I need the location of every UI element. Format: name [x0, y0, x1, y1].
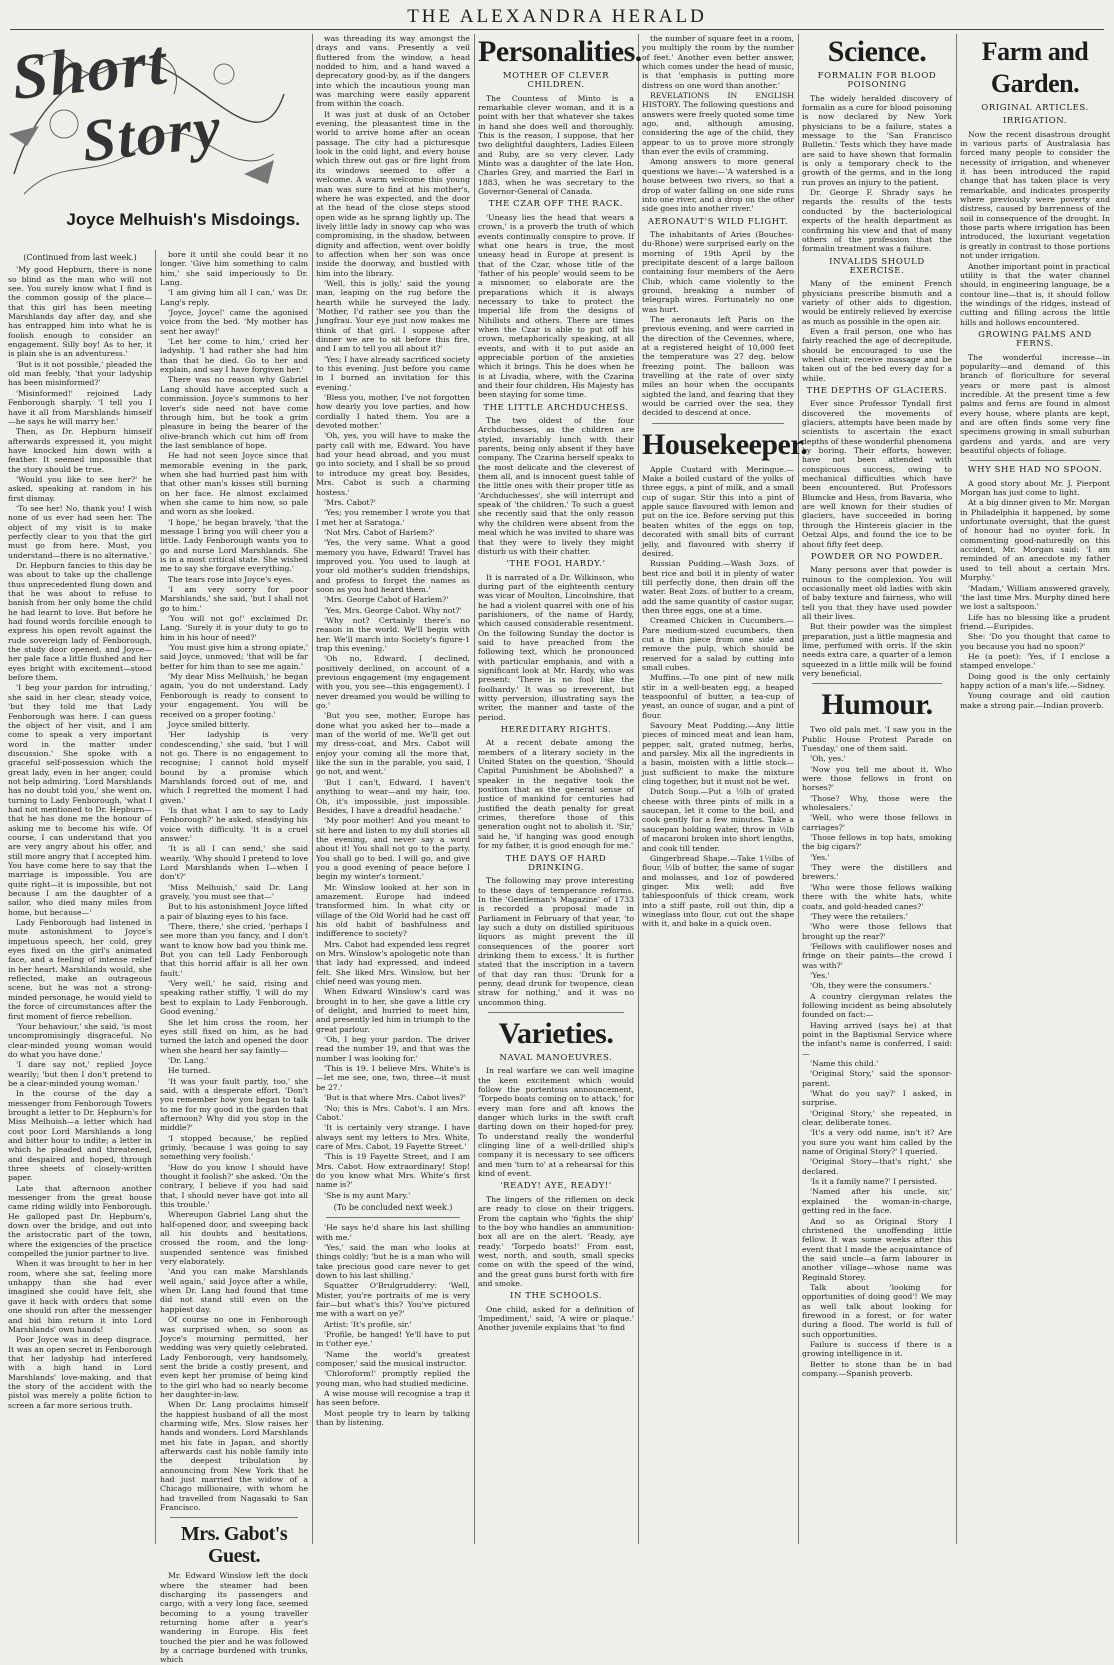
paragraph: 'To see her! No, thank you! I wish none of us ever had seen her. The object of my visit is to make perfectly clear to you that the girl must go from here. Must, you understand—there is no alternative.' — [8, 503, 152, 560]
story-title: Joyce Melhuish's Misdoings. — [66, 210, 300, 229]
article-body — [478, 1195, 634, 1288]
paragraph: 'But is it not possible,' pleaded the old man feebly, 'that your ladyship has been misinformed?' — [8, 359, 152, 388]
paragraph: 'Oh, I beg your pardon. The driver read the number 19, and that was the number I was looking for.' — [316, 1035, 470, 1063]
story-paragraphs — [8, 265, 152, 1410]
paragraph: 'But you see, mother, Europe has done what you asked her to—made a man of the world of me. We'll get out my dress-coat, and Mrs. Cabot will enjoy your coming all the more that, like the sun in the parable, you said, I go not, and went.' — [316, 711, 470, 777]
paragraph: 'Misinformed!' rejoined Lady Fenborough sharply. 'I tell you I have it all from Marshlands himself—he says he will marry her.' — [8, 388, 152, 426]
paragraph: It is narrated of a Dr. Wilkinson, who during part of the eighteenth century was vicar of Moulton, Lincolnshire, that he had a violent quarrel with one of his parishioners, of the name of Hardy, which caused considerable resentment. On the following Sunday the doctor is said to have preached from the following text, which he pronounced with particular emphasis, and with a significant look at Mr. Hardy, who was present: 'There is no fool like the foolhardy.' It was so irreverent, but witty perversion, illustrating says the writer, the manner and taste of the period. — [478, 572, 634, 722]
paragraph: 'But is that where Mrs. Cabot lives?' — [324, 1093, 466, 1103]
paragraph: A wise mouse will recognise a trap it has seen before. — [316, 1389, 470, 1408]
paragraph: 'I am very sorry for poor Marshlands,' she said, 'but I shall not go to him.' — [160, 585, 308, 613]
paragraph: 'Fellows with cauliflower noses and fringe on their paints—the crowd I was with?' — [802, 941, 952, 970]
paragraph: He had not seen Joyce since that memorable evening in the park, when she had hurried past him with that other man's kisses still burning on her face. He almost exclaimed when she came to him now, so pale and worn as she looked. — [160, 451, 308, 517]
paragraph: Lady Fenborough had listened in mute astonishment to Joyce's impetuous speech, her cold, grey eyes fixed on the girl's animated face, and a feeling of intense relief in her heart. Marshlands would, she reflected, make an outrageous scene, but he was not a strong-minded personage, he would yield to the force of circumstances after the first moment of fierce rebellion. — [8, 918, 152, 1021]
article-title: 'THE FOOL HARDY.' — [506, 559, 606, 570]
article-title: HEREDITARY RIGHTS. — [500, 725, 612, 736]
paragraph: 'Name this child.' — [810, 1059, 879, 1068]
article-title: MOTHER OF CLEVER CHILDREN. — [502, 71, 610, 91]
section-heading: Humour. — [821, 688, 933, 722]
to-be-continued: (To be concluded next week.) — [333, 1202, 453, 1212]
paragraph: 'Oh no, Edward. I declined, positively declined, on account of a previous engagement (my engagement with you, you see—this engagement). I never dreamed you would be willing to go.' — [316, 654, 470, 711]
paragraph: Having arrived (says he) at that point in the Baptismal Service where the infant's name is conferred, I said:— — [802, 1020, 952, 1058]
paragraph: A good story about Mr. J. Pierpont Morgan has just come to light. — [960, 478, 1110, 498]
paragraph: The inhabitants of Aries (Bouches-du-Rhone) were surprised early on the morning of 19th April by the precipitate descent of a large balloon containing four members of the Aero Club, which came violently to the ground, breaking a number of telegraph wires. Fortunately no one was hurt. — [642, 229, 794, 314]
paragraph: The widely heralded discovery of formalin as a cure for blood poisoning is now declared by New York physicians to be a failure, states a message to the 'San Francisco Bulletin.' Tests which they have made are said to have shown that formalin is only a temporary check to the growth of the germs, and in the long run proves an injury to the patient. — [802, 93, 952, 187]
article-body — [802, 94, 952, 254]
article-title: WHY SHE HAD NO SPOON. — [967, 465, 1103, 476]
paragraph: 'Not Mrs. Cabot of Harlem?' — [324, 527, 435, 537]
paragraph: He (a poet): 'Yes, if I enclose a stamped envelope.' — [960, 651, 1110, 671]
paragraph: Artist: 'It's profile, sir.' — [324, 1319, 412, 1329]
paragraph: bore it until she could bear it no longer. 'Give him something to calm him,' she said imperiously to Dr. Lang. — [160, 250, 308, 288]
column-4 — [474, 34, 642, 1544]
paragraph: Mr. Edward Winslow left the dock where the steamer had been discharging its passengers and cargo, with a very long face, seemed becoming to a young traveller returning home after a year's wandering in Europe. His feet touched the pier and he was followed by a carriage burdened with trunks, which — [160, 1571, 308, 1665]
paragraph: 'Oh, yes, you will have to make the party call with me, Edward. You have had your head abroad, and you must go into society, and I shall be so proud to introduce my great boy. Besides, Mrs. Cabot is such a charming hostess.' — [316, 431, 470, 497]
paragraph: 'And you can make Marshlands well again,' said Joyce after a while, when Dr. Lang had found that time did not stand still even on the happiest day. — [160, 1267, 308, 1314]
paragraph: Most people try to learn by talking than by listening. — [316, 1408, 470, 1428]
section-heading: Varieties. — [498, 1017, 614, 1050]
section-heading: Personalities. — [478, 35, 642, 68]
paragraph: One child, asked for a definition of 'Impediment,' said, 'A wire or plaque.' Another juvenile explains that 'to find — [478, 1304, 634, 1333]
story-paragraphs — [160, 250, 308, 1512]
paragraph: 'Mrs. Cabot?' — [324, 497, 376, 507]
paragraph: was threading its way amongst the drays and vans. Presently a veil fluttered from the window, a head nodded to him, and a hand waved a deprecatory good-by, as if the dangers into which the incautious young man was marching were easily apparent from within the coach. — [316, 34, 470, 109]
article-title: NAVAL MANOEUVRES. — [499, 1053, 613, 1063]
paragraph: 'Who were those fellows that brought up the rear?' — [802, 922, 952, 941]
paragraph: 'Yes.' — [810, 852, 830, 862]
article-body — [478, 416, 634, 556]
paragraph: 'I dare say not,' replied Joyce wearily; 'but then I don't pretend to be a clear-minded young woman.' — [8, 1060, 152, 1088]
article-title: FORMALIN FOR BLOOD POISONING — [817, 71, 937, 91]
paragraph: 'My dear Miss Melhuish,' he began again, 'you do not understand. Lady Fenborough is ready to consent to your engagement. You will be received on a proper footing.' — [160, 672, 308, 719]
paragraph: Then, as Dr. Hepburn himself afterwards expressed it, you might have knocked him down with a feather. It seemed impossible that the story should be true. — [8, 427, 152, 474]
masthead-rule — [10, 29, 1104, 30]
paragraph: Talk about 'looking for opportunities of doing good'! We may as well talk about looking for firewood in a forest, or for water during a flood. The world is full of such opportunities. — [802, 1282, 952, 1339]
article-body — [478, 94, 634, 197]
paragraph: Many of the eminent French physicians prescribe bismuth and a variety of other aids to digestion, would be entirely relieved by exercise as much as possible in the open air. — [802, 279, 952, 326]
paragraph: 'Madam,' William answered gravely, 'the last time Mrs. Murphy dined here we lost a saltspoon.' — [960, 583, 1110, 612]
paragraph: 'Is it a family name?' I persisted. — [810, 1177, 938, 1187]
paragraph: Russian Pudding.—Wash 3ozs. of best rice and boil it in plenty of water till perfectly done, then drain off the water. Beat 2ozs. of butter to a cream, add the same quantity of castor sugar, then three eggs, one at a time. — [642, 559, 794, 615]
paragraph: Gingerbread Shape.—Take 1½lbs of flour, ½lb of butter, the same of sugar and molasses, and 1oz of powdered ginger. Mix well; add five tablespoonfuls of thick cream, work into a stiff paste, roll out thin, dip a wineglass into flour, cut out the shape with it, and bake in a quick oven. — [642, 853, 794, 929]
paragraph: It was just at dusk of an October evening, the pleasantest time in the world to arrive home after an ocean passage. The city had a picturesque look in the cold light, and every house which threw out gas or fire light from its windows seemed to offer a welcome. A warm welcome this young man was sure to find at his mother's, where he was expected, and the door at the head of the close steps stood open wide as he sprang lightly up. The lively little lady in snowy cap who was compromising, in the shadow, between dignity and affection, went over boldly to affection when her son was once inside the doorway, and bustled with him into the library. — [316, 109, 470, 278]
paragraph: Apple Custard with Meringue.—Make a boiled custard of the yolks of three eggs, a pint of milk, and a small cup of sugar. Stir this into a pint of apple sauce flavoured with lemon and put on the ice. Before serving put this beaten whites of the eggs on top, decorated with small bits of currant jelly, and flavoured with sherry if desired. — [642, 464, 794, 558]
paragraph: Muffins.—To one pint of new milk stir in a well-beaten egg, a heaped teaspoonful of butter, a tea-cup of yeast, an ounce of sugar, and a pint of flour. — [642, 673, 794, 720]
article-body — [960, 479, 1110, 710]
paragraph: Another important point in practical utility is that the water channel should, in engineering language, be a contour line—that is, it should follow the windings of the ridges, instead of cutting and filling across the little hills and hollows encountered. — [960, 261, 1110, 327]
article-body — [802, 565, 952, 678]
guest-paragraphs — [160, 1571, 308, 1664]
article-body — [642, 230, 794, 418]
section-heading: Mrs. Gabot's Guest. — [180, 1523, 288, 1568]
section-heading: Housekeeper. — [642, 427, 808, 461]
paragraph: 'This is 19. I believe Mrs. White's is—let me see, one, two, three—it must be 27.' — [316, 1064, 470, 1092]
paragraph: 'They were the distillers and brewers.' — [802, 863, 952, 882]
article-title: THE DEPTHS OF GLACIERS. — [806, 386, 948, 396]
paragraph: 'But I can't, Edward. I haven't anything to wear—and my hair, too. Oh, it's impossible, just impossible. Besides, I have a dreadful headache.' — [316, 777, 470, 815]
paragraph: Dr. George F. Shrady says he regards the results of the tests conducted by the bacteriological experts of the health department as confirming his view and that of many others of the profession that the formalin treatment was a failure. — [802, 188, 952, 254]
paragraph: 'Miss Melhuish,' said Dr. Lang gravely, 'you must see that—' — [160, 882, 308, 902]
paragraph: 'Oh, they were the consumers.' — [810, 981, 932, 991]
paragraph: 'You will not go!' exclaimed Dr. Lang. 'Surely it is your duty to go to him in his hour of need?' — [160, 614, 308, 642]
paragraph: The Countess of Minto is a remarkable clever woman, and it is a point with her that whatever she takes in hand she does well and thoroughly. This is the reason, I suppose, that her two delightful daughters, Ladies Eileen and Ruby, are so very clever. Lady Minto was a daughter of the late Hon. Charles Grey, and married the Earl in 1883, when he was secretary to the Governor-General of Canada. — [478, 93, 634, 197]
paragraph: 'Yes,' said the man who looks at things coldly; 'but he is a man who will take precious good care never to get down to his last shilling.' — [316, 1242, 470, 1280]
paragraph: Many persons aver that powder is ruinous to the complexion. You will occasionally meet old ladies with skin of baby texture and fairness, who will tell you that they have used powder all their lives. — [802, 565, 952, 621]
article-body — [960, 353, 1110, 456]
paragraph: In real warfare we can well imagine the keen excitement which would follow the portentous announcement, 'Torpedo boats coming on to attack,' for every man fore and aft knows the danger which lurks in the swift craft darting down on their hoped-for prey. To understand really the wonderful clinging line of a well-drilled ship's company it is necessary to see officers and men 'turn to' at a rehearsal for this kind of event. — [478, 1066, 634, 1179]
article-title: AERONAUT'S WILD FLIGHT. — [647, 216, 789, 227]
article-title: POWDER OR NO POWDER. — [810, 551, 944, 562]
paragraph: 'Bless you, mother, I've not forgotten how dearly you love parties, and how cordially I hated them. You are a devoted mother.' — [316, 393, 470, 431]
paragraph: Life has no blessing like a prudent friend.—Euripides. — [960, 612, 1110, 631]
paragraph: Late that afternoon another messenger from the great house came riding wildly into Fenborough. He galloped past Dr. Hepburn's, down over the bridge, and out into the aristocratic part of the town, where the exigencies of the practice compelled the junior partner to live. — [8, 1183, 152, 1259]
paragraph: 'I beg your pardon for intruding,' she said in her clear, steady voice, 'but they told me that Lady Fenborough was here. I can guess the object of her visit, and I am come to speak a very important word in the matter under discussion.' She spoke with a graceful self-possession which the great lady, even in her anger, could not help admiring. 'Lord Marshlands has no doubt told you,' she went on, turning to Lady Fenborough, 'what I had not mentioned to Dr. Hepburn—that he has done me the honour of asking me to become his wife. Of course, I can understand that you are very angry about his offer, and still more angry that I accepted him. You have come here to say that the marriage is impossible. You are quite right—it is impossible, but not because I am the daughter of a sailor, who died many miles from home, but because—' — [8, 683, 152, 917]
column-2 — [156, 250, 312, 1665]
article-body — [802, 399, 952, 549]
paragraph: She: 'Do you thought that came to you because you had no spoon?' — [960, 632, 1110, 651]
paragraph: Better to stone than be in bad company.—Spanish proverb. — [802, 1359, 952, 1378]
article-title: IRRIGATION. — [1002, 116, 1068, 127]
article-body — [642, 34, 794, 214]
paragraph: At a recent debate among the members of a literary society in the United States on the question, 'Should Capital Punishment be Abolished?' a speaker in the negative took the position that as the general sense of justice of mankind for centuries had justified the death penalty for great crimes, therefore those of this generation ought not to abolish it. 'Sir,' said he, 'if hanging was good enough for my father, it is good enough for me.' — [478, 738, 634, 851]
paragraph: 'My poor mother! And you meant to sit here and listen to my dull stories all the evening, and never say a word about it! You shall not go to the party. You shall go to bed. I will go, and give you a good evening of peace before I begin my winter's torment.' — [316, 816, 470, 882]
paragraph: The tears rose into Joyce's eyes. — [168, 574, 294, 584]
paragraph: 'Those? Why, those were the wholesalers.' — [802, 793, 952, 813]
article-body — [478, 876, 634, 1007]
paragraph: The lingers of the riflemen on deck are ready to close on their triggers. From the captain who 'fights the ship' to the boy who handles an ammunition-box all are on the alert. 'Ready, aye ready.' 'Torpedo boats!' From east, west, north, and south, small specks come on with the speed of the wind, and the great guns burst forth with fire and smoke. — [478, 1194, 634, 1288]
column-5 — [638, 34, 808, 1544]
article-title: THE CZAR OFF THE RACK. — [488, 199, 624, 210]
paragraph: She let him cross the room, her eyes still fixed on him, as he had turned the latch and opened the door when she heard her say faintly— — [160, 1017, 308, 1055]
paragraph: And so as Original Story I christened the unoffending little fellow. It was some weeks after this event that I made the acquaintance of the said uncle—a farm labourer in another village—whose name was Reginald Storey. — [802, 1216, 952, 1282]
paragraph: 'She is my aunt Mary.' — [324, 1190, 411, 1200]
humour-body — [802, 725, 952, 1378]
paragraph: Savoury Meat Pudding.—Any little pieces of minced meat and lean ham, pepper, salt, grated nutmeg, herbs, and parsley. Mix all the ingredients in a basin, moisten with a little stock—just sufficient to make the mixture cling together, but it must not be wet. — [642, 721, 794, 787]
paragraph: 'Uneasy lies the head that wears a crown,' is a proverb the truth of which events continually conspire to prove. If what one hears is true, the most uneasy head in Europe at present is that of the Czar, whose title of the 'father of his people' would seem to be a misnomer, so elaborate are the preparations which it is always necessary to take to protect the imperial life from the designs of Nihilists and others. There are times when the Czar is able to put off his crown, metaphorically speaking, at all events, and with it to put aside an appreciable portion of the anxieties which it brings. This he does when he is at Livadia, where, with the Czarina and their four children, His Majesty has been staying for some time. — [478, 212, 635, 400]
guest-paragraphs — [316, 34, 470, 1200]
paragraph: 'Yes; I have already sacrificed society to this evening. Just before you came in I burned an invitation for this evening.' — [316, 354, 470, 392]
paragraph: 'It's a very odd name, isn't it? Are you sure you want him called by the name of Original Story?' I queried. — [802, 1128, 952, 1157]
column-6 — [798, 34, 956, 1544]
paragraph: Now the recent disastrous drought in various parts of Australasia has forced many people to consider the necessity of irrigation, and whenever it has been introduced the rapid change that has taken place is very remarkable, and indicates prosperity where previously were poverty and distress, caused by barrenness of the soil in consequence of the drought. In those parts where irrigation has been introduced, the luxuriant vegetation is greatly in contrast to those portions not under irrigation. — [960, 129, 1110, 261]
paragraph: 'Joyce, Joyce!' came the agonised voice from the bed. 'My mother has sent her away!' — [160, 308, 308, 336]
recipes-body — [642, 465, 794, 929]
paragraph: Of course no one in Fenborough was surprised when, so soon as Joyce's mourning permitted, her wedding was very quietly celebrated. Lady Fenborough, very handsomely, sent the bride a costly present, and even kept her promise of being kind to the girl who had so nearly become her daughter-in-law. — [160, 1315, 308, 1399]
masthead-title: THE ALEXANDRA HERALD — [407, 6, 707, 27]
section-heading: Science. — [827, 35, 927, 68]
paragraph: 'How do you know I should have thought it foolish?' she asked. 'On the contrary, I believe if you had said that, I should never have got into all this trouble.' — [160, 1162, 308, 1210]
paragraph: The wonderful increase—in popularity—and demand of this branch of floriculture for several years or more past is almost incredible. At the present time a few palms and ferns are found in almost every house, where plants are kept, and are often finds some very fine specimens growing in small suburban gardens and yards, and are very beautiful objects of foliage. — [960, 352, 1110, 456]
paragraph: Mrs. Cabot had expended less regret on Mrs. Winslow's apologetic note than that lady had expressed, and indeed felt. She liked Mrs. Winslow, but her chief need was young men. — [316, 939, 470, 987]
paragraph: When it was brought to her in her room, where she sat, feeling more unhappy than she had ever imagined she could have felt, she gave it back with orders that some one should run after the messenger and bid him return it into Lord Marshlands' own hands! — [8, 1259, 152, 1334]
paragraph: Doing good is the only certainly happy action of a man's life.—Sidney. — [960, 671, 1110, 690]
section-heading: Farm and Garden. — [981, 37, 1089, 98]
paragraph: 'Original Story,' she repeated, in clear, deliberate tones. — [802, 1108, 952, 1128]
paragraph: 'I am giving him all I can,' was Dr. Lang's reply. — [160, 288, 308, 307]
paragraph: 'This is 19 Fayette Street, and I am Mrs. Cabot. How extraordinary! Stop! do you know what Mrs. White's first name is?' — [316, 1152, 470, 1190]
art-word-story: Story — [78, 93, 226, 175]
paragraph: Failure is success if there is a growing intelligence in it. — [802, 1339, 952, 1359]
paragraph: 'Yes, Mrs. George Cabot. Why not?' — [324, 605, 462, 615]
article-body — [802, 279, 952, 383]
paragraph: 'My good Hepburn, there is none so blind as the man who will not see. You surely know what I find is the common gossip of the place—that this girl has been meeting Marshlands day after day, and she has entrapped him into what he is foolish enough to consider an engagement. Silly boy! As to her, it is plain she is an adventuress.' — [8, 265, 152, 359]
paragraph: 'Let her come to him,' cried her ladyship. 'I had rather she had him than that he died. Go to her and explain, and say I have forgiven her.' — [160, 337, 308, 375]
article-body — [478, 1066, 634, 1178]
masthead — [0, 0, 1114, 30]
paragraph: 'Mrs. George Cabot of Harlem?' — [324, 595, 449, 605]
paragraph: 'Why not? Certainly there's no reason in the world. We'll begin with her. We'll march into Society's figure-1 trap this evening.' — [316, 615, 470, 653]
paragraph: Joyce smiled bitterly. — [168, 719, 250, 729]
article-body — [478, 1305, 634, 1333]
article-title: THE DAYS OF HARD DRINKING. — [505, 853, 607, 873]
art-word-short: Short — [8, 26, 172, 113]
paragraph: REVELATIONS IN ENGLISH HISTORY. The following questions and answers were freely quoted some time ago, and, although amusing, considering the age of the child, they appear to us to prove more strongly than ever the evils of cramming. — [642, 91, 794, 157]
paragraph: 'Who were those fellows walking there with the white hats, white coats, and gold-headed canes?' — [802, 882, 952, 911]
paragraph: 'It is all I can send,' she said wearily. 'Why should I pretend to love Lord Marshlands when I—when I don't?' — [160, 844, 308, 882]
paragraph: There was no reason why Gabriel Lang should have accepted such a commission. Joyce's summons to her lover's side need not have come through him, but he took a grim pleasure in being the bearer of the olive-branch which cut him off from the last semblance of hope. — [160, 375, 308, 450]
article-title: 'READY! AYE, READY!' — [500, 1181, 612, 1192]
paragraph: Dutch Soup.—Put a ½lb of grated cheese with three pints of milk in a saucepan, let it come to the boil, and cook gently for a few minutes. Take a saucepan holding water, throw in ½lb of macaroni broken into short lengths, and cook till tender. — [642, 787, 794, 853]
paragraph: A country clergyman relates the following incident as being absolutely founded on fact:— — [802, 991, 952, 1020]
paragraph: Even a frail person, one who has fairly reached the age of decrepitude, should be encouraged to use the wheel chair, receive massage and be taken out of the bed every day for a while. — [802, 326, 952, 383]
paragraph: 'Dr. Lang.' — [168, 1055, 209, 1065]
paragraph: 'Named after his uncle, sir,' explained the woman-in-charge, getting red in the face. — [802, 1187, 952, 1216]
section-subheading: ORIGINAL ARTICLES. — [981, 103, 1089, 113]
paragraph: 'He says he'd share his last shilling with me.' — [316, 1223, 470, 1242]
paragraph: 'There, there,' she cried, 'perhaps I see more than you fancy, and I don't want to know how bad you think me. But you can tell Lady Fenborough that this horrid affair is all her own fault.' — [160, 922, 308, 978]
paragraph: The aeronauts left Paris on the previous evening, and were carried in the direction of the Cevennes, where, at a registered height of 10,000 feet the temperature was 27 deg. below freezing point. The balloon was travelling at the rate of over sixty miles an hour when the occupants sighted the land, and fearing that they would be carried over the sea, they decided to descend at once. — [642, 314, 794, 418]
article-title: THE LITTLE ARCHDUCHESS. — [483, 402, 629, 413]
paragraph: 'I hope,' he began bravely, 'that the message I bring you will cheer you a little. Lady Fenborough wants you to go and nurse Lord Marshlands. She is in a most critical state. She wished me to say she forgave everything.' — [160, 517, 308, 574]
article-body — [478, 213, 634, 400]
paragraph: Ever since Professor Tyndall first discovered the movements of glaciers, attempts have been made by scientists to ascertain the exact depths of these wonderful phenomena by boring. Their efforts, however, have not been attended with conspicuous success, owing to mechanical difficulties which have been encountered. But Professors Blumcke and Hess, from Bavaria, who are well known for their studies of glaciers, have succeeded in boring through the Hintereis glacier in the Oetzal Alps, and found the ice to be about fifty feet deep. — [802, 399, 952, 549]
paragraph: 'Profile, be hanged! Ye'll have to put in t'other eye.' — [316, 1330, 470, 1349]
paragraph: 'What do you say?' I asked, in surprise. — [802, 1089, 952, 1108]
paragraph: He turned. — [168, 1066, 211, 1076]
paragraph: When Edward Winslow's card was brought in to her, she gave a little cry of delight, and hurried to meet him, and presently led him in triumph to the great parlour. — [316, 987, 470, 1034]
paragraph: 'You must give him a strong opiate,' said Joyce, unmoved; 'that will be far better for him than to see me again.' — [160, 643, 308, 671]
paragraph: Two old pals met. 'I saw you in the Public House Protest Parade on Tuesday,' one of them said. — [802, 725, 952, 753]
article-body — [478, 573, 634, 723]
paragraph: 'Well, who were those fellows in carriages?' — [802, 813, 952, 832]
paragraph: Young courage and old caution make a strong pair.—Indian proverb. — [960, 691, 1110, 710]
paragraph: The following may prove interesting to these days of temperance reforms. In the 'Gentleman's Magazine' of 1733 is recorded a proposal made in Parliament in February of that year, 'to lay such a duty on distilled spirituous liquors as might prevent the ill consequences of the poorer sort drinking them to excess.' It is further stated that the inscription in a tavern of that day ran thus: 'Drunk for a penny, dead drunk for twopence, clean straw for nothing,' and it was no uncommon thing. — [478, 876, 634, 1007]
paragraph: 'Now you tell me about it. Who were those fellows in front on horses?' — [802, 764, 952, 793]
paragraph: 'They were the retailers.' — [810, 911, 908, 921]
paragraph: 'Yes.' — [810, 970, 830, 980]
jokes-paragraphs — [316, 1223, 470, 1427]
paragraph: At a big dinner given to Mr. Morgan in Philadelphia it happened, by some unfortunate oversight, that the guest of honour had no oyster fork. In commenting good-naturedly on this accident, Mr. Morgan said: 'I am reminded of an anecdote my father used to tell about a certain Mrs. Murphy.' — [960, 498, 1110, 583]
paragraph: 'Her ladyship is very condescending,' she said, 'but I will not go. There is no engagement to recognise; I cannot hold myself bound by a promise which Marshlands forced out of me, and which I regretted the moment I had given.' — [160, 730, 308, 805]
paragraph: Squatter O'Brulgrudderry: 'Well, Mister, you're portraits of me is very fair—but what's this? You've pictured me with a wart on ye?' — [316, 1281, 470, 1319]
short-story-banner — [4, 26, 308, 244]
paragraph: Poor Joyce was in deep disgrace. It was an open secret in Fenborough that her ladyship had interfered with a high hand in Lord Marshlands' love-making, and that the story of the accident with the pistol was merely a polite fiction to screen a far more serious truth. — [8, 1335, 152, 1410]
article-body — [478, 738, 634, 850]
paragraph: Creamed Chicken in Cucumbers.—Pare medium-sized cucumbers, then cut a thin piece from one side and remove the pulp, which should be reserved for a salad by cutting into small cubes. — [642, 616, 794, 672]
paragraph: 'Those fellows in top hats, smoking the big cigars?' — [802, 833, 952, 852]
paragraph: 'Original Story,' said the sponsor-parent. — [802, 1069, 952, 1088]
paragraph: 'Original Story—that's right,' she declared. — [802, 1157, 952, 1176]
paragraph: In the course of the day a messenger from Fenborough Towers brought a letter to Dr. Hepburn's for Miss Melhuish—a letter which had cost poor Lord Marshlands a long and bitter hour to indite; a letter in which he pleaded and threatened, and despaired and hoped, through three sheets of closely-written paper. — [8, 1089, 152, 1183]
paragraph: 'Would you like to see her?' he asked, speaking at random in his first dismay. — [8, 474, 152, 503]
paragraph: 'It is certainly very strange. I have always sent my letters to Mrs. White, care of Mrs. Cabot, 19 Fayette Street.' — [316, 1123, 470, 1151]
paragraph: 'Is that what I am to say to Lady Fenborough?' he asked, steadying his voice with difficulty. 'It is a cruel answer.' — [160, 805, 308, 843]
paragraph: 'Oh, yes.' — [810, 754, 846, 764]
paragraph: 'Well, this is jolly,' said the young man, leaping on the rug before the hearth while he surveyed the lady. 'Mother, I'd rather see you than the Jungfrau. Your eye just now makes me think of that girl. I suppose after dinner we are to sit before this fire, and I am to tell you all about it?' — [316, 278, 470, 354]
paragraph: the number of square feet in a room, you multiply the room by the number of feet.' Another even better answer, which comes under the head of music, is that 'emphasis is putting more distress on one word than another.' — [642, 34, 794, 90]
article-title: INVALIDS SHOULD EXERCISE. — [829, 256, 925, 276]
paragraph: 'Very well,' he said, rising and speaking rather stiffly, 'I will do my best to explain to Lady Fenborough. Good evening.' — [160, 979, 308, 1017]
paragraph: Mr. Winslow looked at her son in amazement. Europe had indeed transformed him. In what city or village of the Old World had he cast off his old habit of bashfulness and indifference to society? — [316, 882, 470, 939]
paragraph: But their powder was the simplest preparation, just a little magnesia and lime, perfumed with orris. If the skin needs extra care, a quarter of a lemon squeezed in a little milk will be found very beneficial. — [802, 622, 952, 678]
continued-note: (Continued from last week.) — [23, 253, 137, 262]
column-7 — [956, 34, 1114, 1544]
paragraph: 'Yes; you remember I wrote you that I met her at Saratoga.' — [316, 508, 470, 527]
paragraph: But to his astonishment Joyce lifted a pair of blazing eyes to his face. — [160, 902, 308, 921]
article-body — [960, 130, 1110, 327]
column-1 — [4, 250, 156, 1544]
article-title: IN THE SCHOOLS. — [509, 1291, 603, 1302]
paragraph: 'Chloroform!' promptly replied the young man, who had studied medicine. — [316, 1369, 470, 1388]
paragraph: Dr. Hepburn fancies to this day he was about to take up the challenge thus unprecedented flung down and that he was about to refuse to banish from her only home the child he had learnt to love. But before he had found words forcible enough to express his open revolt against the rude sovereign lady of Fenborough, the study door opened, and Joyce—her pale face a little flushed and her eyes bright with excitement—stood before them. — [8, 561, 152, 683]
paragraph: 'No; this is Mrs. Cabot's. I am Mrs. Cabot.' — [316, 1103, 470, 1122]
paragraph: 'Yes, the very same. What a good memory you have, Edward! Travel has improved you. You used to laugh at your old mother's sudden friendships, and profess to forget the names as soon as you had heard them.' — [316, 538, 470, 594]
paragraph: The two oldest of the four Archduchesses, as the children are styled, invariably lunch with their parents, being only absent if they have company. The Czarina herself speaks to the most delicate and the cleverest of them all, and is innocent guest table of the little ones with their proper title as 'Archduchesses', she will interrupt and speak of 'the children.' To such a guest she recently said that the only reason why the children were absent from the meal which he was invited to share was that they were to lively they might disturb us with their chatter. — [478, 416, 634, 556]
paragraph: 'I stopped because,' he replied grimly, 'because I was going to say something very foolish.' — [160, 1133, 308, 1162]
paragraph: Whereupon Gabriel Lang shut the half-opened door, and sweeping back all his doubts and hesitations, crossed the room, and the long-suspended sentence was finished very elaborately. — [160, 1210, 308, 1267]
article-title: GROWING PALMS AND FERNS. — [978, 329, 1092, 350]
paragraph: 'It was your fault partly, too,' she said, with a desperate effort. 'Don't you remember how you began to talk to me for my good in the garden that afternoon? Why did you stop in the middle?' — [160, 1076, 308, 1133]
paragraph: When Dr. Lang proclaims himself the happiest husband of all the most charming wife, Mrs. Slow raises her hands and wonders. Lord Marshlands met his fate in Japan, and shortly afterwards cast his noble family into the deepest tribulation by announcing from New York that he had just married the widow of a Chicago millionaire, with whom he had travelled from Nagasaki to San Francisco. — [160, 1400, 308, 1513]
paragraph: 'Your behaviour,' she said, 'is most uncompromisingly disgraceful. No clear-minded young woman would do what you have done.' — [8, 1021, 152, 1059]
paragraph: 'Name the world's greatest composer,' said the musical instructor. — [316, 1349, 470, 1369]
column-3 — [312, 34, 474, 1544]
paragraph: Among answers to more general questions we have:—'A watershed is a house between two rivers, so that a drop of water falling on one side runs into one river, and a drop on the other side goes into another river.' — [642, 157, 794, 214]
